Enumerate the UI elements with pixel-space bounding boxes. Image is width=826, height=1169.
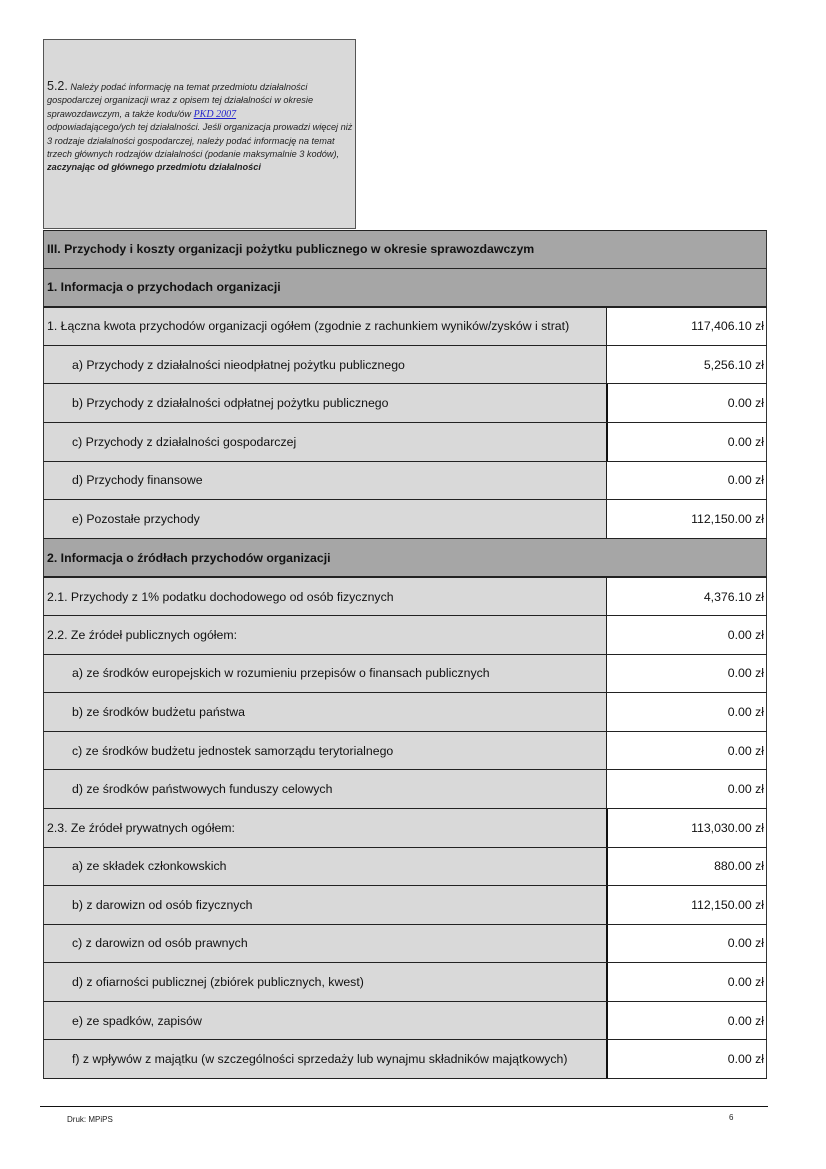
footer-divider: [40, 1106, 768, 1107]
row-label: d) Przychody finansowe: [44, 462, 606, 500]
table-row: [43, 848, 767, 887]
section-header-row: [43, 230, 767, 269]
table-row: [43, 307, 767, 346]
row-label: f) z wpływów z majątku (w szczególności sprzedaży lub wynajmu składników majątkowych): [44, 1040, 606, 1078]
row-label: d) ze środków państwowych funduszy celowych: [44, 770, 606, 808]
subsection-header-row: [43, 269, 767, 308]
row-label: c) ze środków budżetu jednostek samorządu terytorialnego: [44, 732, 606, 770]
row-label: a) ze środków europejskich w rozumieniu przepisów o finansach publicznych: [44, 655, 606, 693]
table-row: [43, 423, 767, 462]
table-row: [43, 809, 767, 848]
row-value: 0.00 zł: [606, 770, 767, 808]
row-value: 0.00 zł: [606, 384, 767, 422]
table-row: [43, 693, 767, 732]
section-instruction-text-cont: odpowiadającego/ych tej działalności. Jeśli organizacja prowadzi więcej niż 3 rodzaje działalności gospodarczej, należy podać informację na temat trzech głównych rodzajów działalności (podanie maksymalnie 3 kodów),: [47, 122, 353, 160]
subsection-title-revenue: 1. Informacja o przychodach organizacji: [47, 280, 281, 295]
table-row: [43, 1002, 767, 1041]
revenue-table: [43, 230, 767, 1079]
section-instruction-text: Należy podać informację na temat przedmiotu działalności gospodarczej organizacji wraz z opisem tej działalności w okresie sprawozdawczym, a także kodu/ów: [47, 82, 314, 119]
row-value: 4,376.10 zł: [606, 578, 767, 615]
section-5-2-box: [43, 39, 356, 229]
table-row: [43, 732, 767, 771]
row-value: 880.00 zł: [606, 848, 767, 886]
table-row: [43, 462, 767, 501]
row-label: a) ze składek członkowskich: [44, 848, 606, 886]
row-label: c) z darowizn od osób prawnych: [44, 925, 606, 963]
row-label: 2.3. Ze źródeł prywatnych ogółem:: [44, 809, 606, 847]
row-label: b) ze środków budżetu państwa: [44, 693, 606, 731]
table-row: [43, 616, 767, 655]
row-label: a) Przychody z działalności nieodpłatnej pożytku publicznego: [44, 346, 606, 384]
row-value: 0.00 zł: [606, 616, 767, 654]
row-value: 0.00 zł: [606, 1040, 767, 1078]
row-value: 0.00 zł: [606, 963, 767, 1001]
subsection-header-row: [43, 539, 767, 578]
row-label: e) ze spadków, zapisów: [44, 1002, 606, 1040]
row-value: 0.00 zł: [606, 655, 767, 693]
table-row: [43, 1040, 767, 1079]
page-number: 6: [729, 1113, 734, 1122]
subsection-title-sources: 2. Informacja o źródłach przychodów organizacji: [47, 550, 331, 565]
row-value: 0.00 zł: [606, 1002, 767, 1040]
row-label: c) Przychody z działalności gospodarczej: [44, 423, 606, 461]
row-value: 0.00 zł: [606, 693, 767, 731]
row-label: 2.2. Ze źródeł publicznych ogółem:: [44, 616, 606, 654]
row-value: 0.00 zł: [606, 423, 767, 461]
row-value: 112,150.00 zł: [606, 500, 767, 538]
row-label: e) Pozostałe przychody: [44, 500, 606, 538]
row-value: 112,150.00 zł: [606, 886, 767, 924]
table-row: [43, 577, 767, 616]
table-row: [43, 770, 767, 809]
section-title: III. Przychody i koszty organizacji pożytku publicznego w okresie sprawozdawczym: [47, 242, 535, 257]
table-row: [43, 886, 767, 925]
pkd-2007-link[interactable]: PKD 2007: [193, 108, 237, 120]
table-row: [43, 500, 767, 539]
footer-print-label: Druk: MPiPS: [67, 1115, 113, 1124]
table-row: [43, 384, 767, 423]
row-label: d) z ofiarności publicznej (zbiórek publicznych, kwest): [44, 963, 606, 1001]
section-instruction-bold: zaczynając od głównego przedmiotu działalności: [47, 162, 261, 173]
row-label: b) Przychody z działalności odpłatnej pożytku publicznego: [44, 384, 606, 422]
row-value: 0.00 zł: [606, 732, 767, 770]
row-label: 1. Łączna kwota przychodów organizacji ogółem (zgodnie z rachunkiem wyników/zysków i strat): [44, 308, 606, 345]
row-value: 117,406.10 zł: [606, 308, 767, 345]
table-row: [43, 963, 767, 1002]
section-number: 5.2.: [47, 79, 68, 93]
row-value: 0.00 zł: [606, 462, 767, 500]
table-row: [43, 346, 767, 385]
row-value: 0.00 zł: [606, 925, 767, 963]
row-value: 113,030.00 zł: [606, 809, 767, 847]
row-label: b) z darowizn od osób fizycznych: [44, 886, 606, 924]
table-row: [43, 925, 767, 964]
row-value: 5,256.10 zł: [606, 346, 767, 384]
table-row: [43, 655, 767, 694]
row-label: 2.1. Przychody z 1% podatku dochodowego od osób fizycznych: [44, 578, 606, 615]
